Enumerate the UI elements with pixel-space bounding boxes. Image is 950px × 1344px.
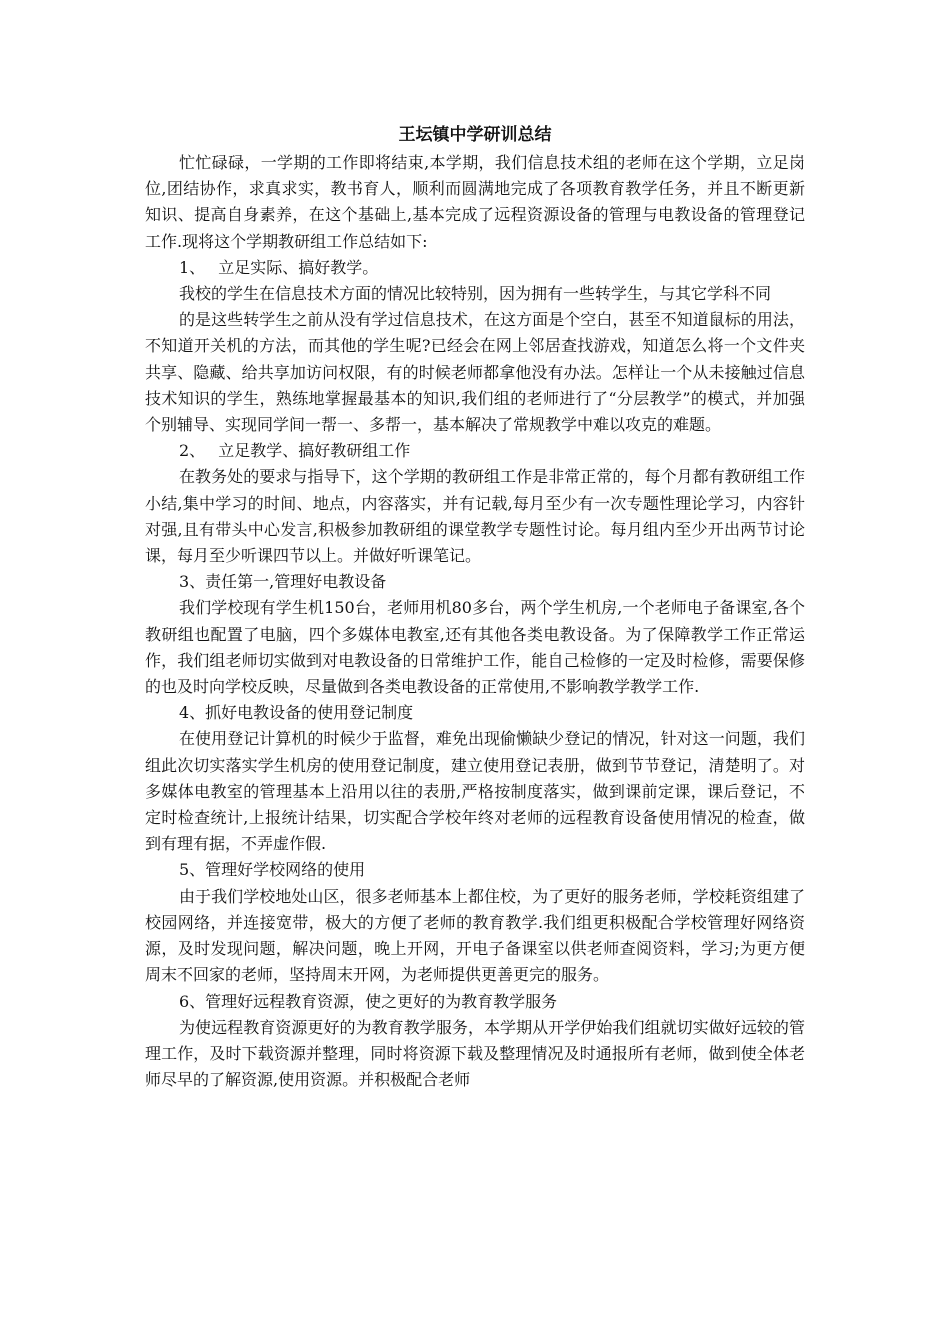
section-heading-5: 5、管理好学校网络的使用	[179, 860, 366, 880]
document-title: 王坛镇中学研训总结	[398, 125, 552, 145]
document-page	[145, 120, 805, 1093]
section-heading-2: 2、 立足教学、搞好教研组工作	[179, 441, 411, 461]
paragraph-5: 由于我们学校地处山区，很多老师基本上都住校，为了更好的服务老师，学校耗资组建了校园网络，并连接宽带，极大的方便了老师的教育教学.我们组更积极配合学校管理好网络资源，及时发现问题，解决问题，晚上开网，开电子备课室以供老师查阅资料，学习;为更方便周末不回家的老师，坚持周末开网，为老师提供更善更完的服务。	[145, 886, 805, 985]
paragraph-6: 为使远程教育资源更好的为教育教学服务，本学期从开学伊始我们组就切实做好远较的管理工作，及时下载资源并整理，同时将资源下载及整理情况及时通报所有老师，做到使全体老师尽早的了解资源,使用资源。并积极配合老师	[145, 1017, 805, 1090]
paragraph-3: 我们学校现有学生机150台，老师用机80多台，两个学生机房,一个老师电子备课室,各个教研组也配置了电脑，四个多媒体电教室,还有其他各类电教设备。为了保障教学工作正常运作，我们组老师切实做到对电教设备的日常维护工作，能自己检修的一定及时检修，需要保修的也及时向学校反映，尽量做到各类电教设备的正常使用,不影响教学教学工作.	[145, 598, 805, 697]
section-heading-6: 6、管理好远程教育资源，使之更好的为教育教学服务	[179, 991, 558, 1011]
section-heading-1: 1、 立足实际、搞好教学。	[179, 257, 379, 277]
paragraph-1b: 的是这些转学生之前从没有学过信息技术，在这方面是个空白，甚至不知道鼠标的用法，不知道开关机的方法，而其他的学生呢?已经会在网上邻居查找游戏，知道怎么将一个文件夹共享、隐藏、给共享加访问权限，有的时候老师都拿他没有办法。怎样让一个从未接触过信息技术知识的学生，熟练地掌握最基本的知识,我们组的老师进行了“分层教学”的模式，并加强个别辅导、实现同学间一帮一、多帮一，基本解决了常规教学中难以攻克的难题。	[145, 310, 805, 435]
paragraph-1a: 我校的学生在信息技术方面的情况比较特别，因为拥有一些转学生，与其它学科不同	[179, 284, 772, 304]
paragraph-2: 在教务处的要求与指导下，这个学期的教研组工作是非常正常的，每个月都有教研组工作小结,集中学习的时间、地点，内容落实，并有记载,每月至少有一次专题性理论学习，内容针对强,且有带头中心发言,积极参加教研组的课堂教学专题性讨论。每月组内至少开出两节讨论课，每月至少听课四节以上。并做好听课笔记。	[145, 467, 805, 566]
paragraph-4: 在使用登记计算机的时候少于监督，难免出现偷懒缺少登记的情况，针对这一问题，我们组此次切实落实学生机房的使用登记制度，建立使用登记表册，做到节节登记，清楚明了。对多媒体电教室的管理基本上沿用以往的表册,严格按制度落实，做到课前定课，课后登记，不定时检查统计,上报统计结果，切实配合学校年终对老师的远程教育设备使用情况的检查，做到有理有据，不弄虚作假.	[145, 729, 805, 854]
section-heading-4: 4、抓好电教设备的使用登记制度	[179, 703, 414, 723]
paragraph-intro: 忙忙碌碌，一学期的工作即将结束,本学期，我们信息技术组的老师在这个学期，立足岗位,团结协作，求真求实，教书育人，顺利而圆满地完成了各项教育教学任务，并且不断更新知识、提高自身素养，在这个基础上,基本完成了远程资源设备的管理与电教设备的管理登记工作.现将这个学期教研组工作总结如下:	[145, 153, 805, 251]
section-heading-3: 3、责任第一,管理好电教设备	[179, 572, 387, 592]
